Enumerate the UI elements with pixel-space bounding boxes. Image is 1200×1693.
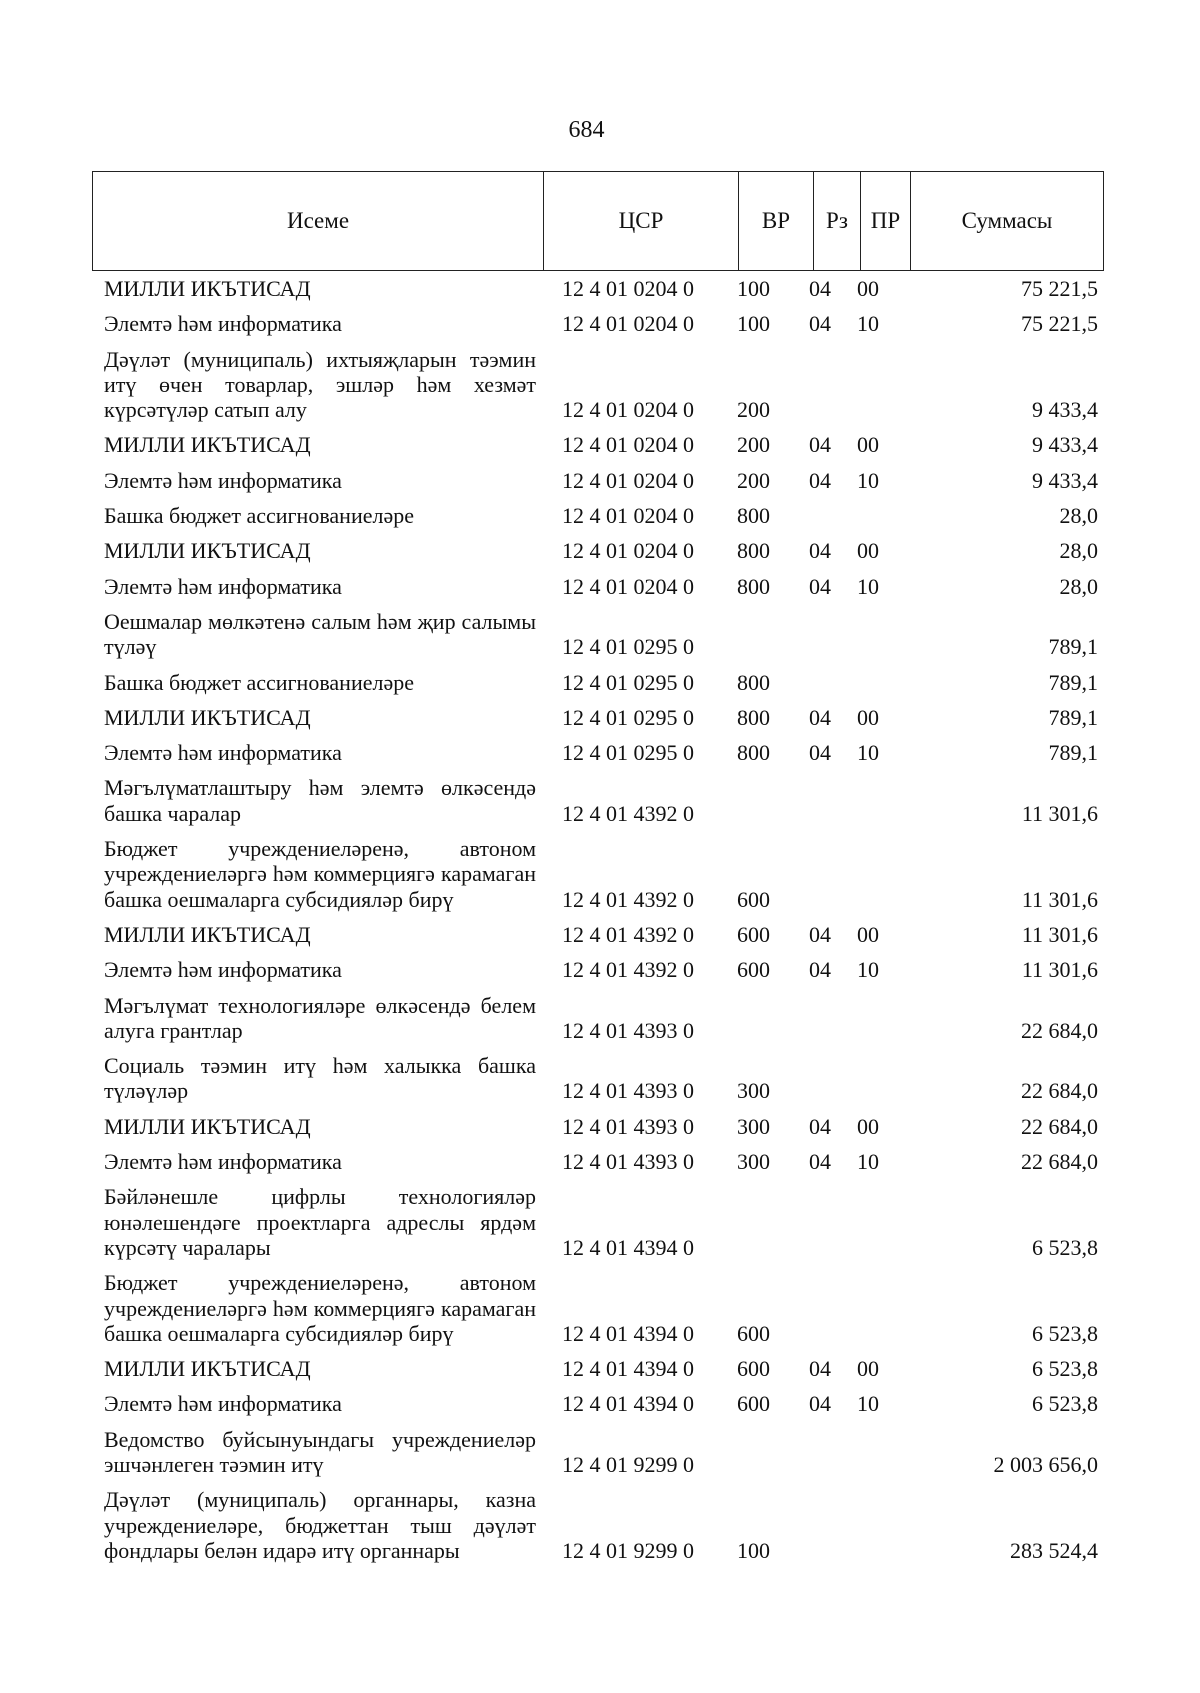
row-pr: 10 <box>857 1149 879 1175</box>
row-name: Элемтә һәм информатика <box>104 957 342 983</box>
row-vr: 800 <box>737 669 770 695</box>
row-sum: 9 433,4 <box>1032 467 1098 493</box>
row-sum: 22 684,0 <box>1021 1149 1098 1175</box>
row-vr: 600 <box>737 957 770 983</box>
row-csr: 12 4 01 4393 0 <box>562 1078 694 1104</box>
row-csr: 12 4 01 4394 0 <box>562 1356 694 1382</box>
table-row <box>104 1483 1104 1569</box>
row-sum: 2 003 656,0 <box>993 1451 1098 1477</box>
row-pr: 00 <box>857 1113 879 1139</box>
row-rz: 04 <box>809 432 831 458</box>
row-pr: 10 <box>857 1391 879 1417</box>
row-rz: 04 <box>809 704 831 730</box>
row-csr: 12 4 01 9299 0 <box>562 1451 694 1477</box>
row-sum: 6 523,8 <box>1032 1391 1098 1417</box>
row-rz: 04 <box>809 921 831 947</box>
table-row <box>104 570 1104 605</box>
row-csr: 12 4 01 0204 0 <box>562 573 694 599</box>
table-row <box>104 428 1104 463</box>
row-name: Социаль тәэмин итү һәм халыкка башка түләүләр <box>104 1053 536 1104</box>
table-header <box>92 171 1104 271</box>
row-name: МИЛЛИ ИКЪТИСАД <box>104 538 311 564</box>
row-sum: 9 433,4 <box>1032 397 1098 423</box>
table-row <box>104 1387 1104 1422</box>
row-name: МИЛЛИ ИКЪТИСАД <box>104 432 311 458</box>
row-csr: 12 4 01 0295 0 <box>562 669 694 695</box>
row-vr: 100 <box>737 311 770 337</box>
row-pr: 10 <box>857 957 879 983</box>
table-row <box>104 1180 1104 1266</box>
row-rz: 04 <box>809 311 831 337</box>
table-row <box>104 736 1104 771</box>
table-row <box>104 605 1104 666</box>
row-csr: 12 4 01 4392 0 <box>562 957 694 983</box>
row-name: Элемтә һәм информатика <box>104 467 342 493</box>
row-sum: 283 524,4 <box>1010 1537 1098 1563</box>
row-name: Ведомство буйсынуындагы учреждениеләр эшчәнлеген тәэмин итү <box>104 1426 536 1477</box>
row-name: Элемтә һәм информатика <box>104 1149 342 1175</box>
row-name: Башка бюджет ассигнованиеләре <box>104 503 414 529</box>
row-name: МИЛЛИ ИКЪТИСАД <box>104 1113 311 1139</box>
header-name: Исеме <box>93 172 544 270</box>
row-vr: 600 <box>737 921 770 947</box>
row-vr: 600 <box>737 1391 770 1417</box>
row-sum: 22 684,0 <box>1021 1113 1098 1139</box>
row-rz: 04 <box>809 573 831 599</box>
row-sum: 789,1 <box>1048 669 1098 695</box>
row-vr: 800 <box>737 503 770 529</box>
row-sum: 75 221,5 <box>1021 276 1098 301</box>
header-sum: Суммасы <box>961 207 1053 233</box>
page-number: 684 <box>568 117 605 143</box>
row-csr: 12 4 01 4392 0 <box>562 886 694 912</box>
row-rz: 04 <box>809 1391 831 1417</box>
row-vr: 100 <box>737 1537 770 1563</box>
row-name: Элемтә һәм информатика <box>104 573 342 599</box>
row-rz: 04 <box>809 1113 831 1139</box>
table-row <box>104 1145 1104 1180</box>
table-body <box>104 272 1104 1569</box>
row-rz: 04 <box>809 957 831 983</box>
row-rz: 04 <box>809 1149 831 1175</box>
row-sum: 11 301,6 <box>1021 957 1098 983</box>
row-name: МИЛЛИ ИКЪТИСАД <box>104 1356 311 1382</box>
row-name: МИЛЛИ ИКЪТИСАД <box>104 921 311 947</box>
row-csr: 12 4 01 9299 0 <box>562 1537 694 1563</box>
row-csr: 12 4 01 4393 0 <box>562 1017 694 1043</box>
table-row <box>104 771 1104 832</box>
row-csr: 12 4 01 0204 0 <box>562 432 694 458</box>
row-vr: 800 <box>737 740 770 766</box>
row-pr: 10 <box>857 311 879 337</box>
row-csr: 12 4 01 0204 0 <box>562 276 694 301</box>
row-sum: 28,0 <box>1059 503 1098 529</box>
table-row <box>104 272 1104 307</box>
row-name: Элемтә һәм информатика <box>104 311 342 337</box>
table-row <box>104 666 1104 701</box>
table-row <box>104 1049 1104 1110</box>
row-csr: 12 4 01 0204 0 <box>562 503 694 529</box>
row-vr: 300 <box>737 1113 770 1139</box>
row-csr: 12 4 01 4394 0 <box>562 1320 694 1346</box>
row-sum: 11 301,6 <box>1021 886 1098 912</box>
row-name: Элемтә һәм информатика <box>104 1391 342 1417</box>
row-csr: 12 4 01 0204 0 <box>562 467 694 493</box>
row-rz: 04 <box>809 538 831 564</box>
table-row <box>104 953 1104 988</box>
row-sum: 75 221,5 <box>1021 311 1098 337</box>
table-row <box>104 1352 1104 1387</box>
row-rz: 04 <box>809 467 831 493</box>
row-vr: 100 <box>737 276 770 301</box>
row-pr: 00 <box>857 276 879 301</box>
row-csr: 12 4 01 0295 0 <box>562 740 694 766</box>
row-csr: 12 4 01 0295 0 <box>562 634 694 660</box>
table-row <box>104 1266 1104 1352</box>
row-name: Дәүләт (муниципаль) органнары, казна учреждениеләре, бюджеттан тыш дәүләт фондлары белән идарә итү органнары <box>104 1487 536 1563</box>
row-sum: 22 684,0 <box>1021 1017 1098 1043</box>
row-name: Башка бюджет ассигнованиеләре <box>104 669 414 695</box>
row-csr: 12 4 01 0295 0 <box>562 704 694 730</box>
row-vr: 800 <box>737 538 770 564</box>
header-vr: ВР <box>739 172 814 270</box>
table-row <box>104 832 1104 918</box>
row-vr: 600 <box>737 1356 770 1382</box>
row-sum: 9 433,4 <box>1032 432 1098 458</box>
row-sum: 789,1 <box>1048 740 1098 766</box>
row-sum: 28,0 <box>1059 573 1098 599</box>
row-name: МИЛЛИ ИКЪТИСАД <box>104 276 311 301</box>
row-name: Бәйләнешле цифрлы технологияләр юнәлешендәге проектларга адреслы ярдәм күрсәтү чаралары <box>104 1184 536 1260</box>
table-row <box>104 307 1104 342</box>
row-csr: 12 4 01 4392 0 <box>562 800 694 826</box>
table-row <box>104 701 1104 736</box>
table-row <box>104 1110 1104 1145</box>
row-csr: 12 4 01 4393 0 <box>562 1149 694 1175</box>
row-pr: 10 <box>857 740 879 766</box>
row-vr: 300 <box>737 1149 770 1175</box>
row-pr: 00 <box>857 538 879 564</box>
row-csr: 12 4 01 0204 0 <box>562 538 694 564</box>
row-pr: 10 <box>857 467 879 493</box>
row-csr: 12 4 01 0204 0 <box>562 311 694 337</box>
row-csr: 12 4 01 4392 0 <box>562 921 694 947</box>
row-pr: 00 <box>857 432 879 458</box>
row-pr: 00 <box>857 704 879 730</box>
row-vr: 300 <box>737 1078 770 1104</box>
row-name: Элемтә һәм информатика <box>104 740 342 766</box>
header-rz: Рз <box>814 172 861 270</box>
row-rz: 04 <box>809 740 831 766</box>
row-vr: 200 <box>737 432 770 458</box>
row-pr: 00 <box>857 1356 879 1382</box>
row-sum: 6 523,8 <box>1032 1356 1098 1382</box>
table-row <box>104 499 1104 534</box>
row-vr: 800 <box>737 573 770 599</box>
row-vr: 600 <box>737 886 770 912</box>
row-sum: 789,1 <box>1048 704 1098 730</box>
row-csr: 12 4 01 4393 0 <box>562 1113 694 1139</box>
table-row <box>104 1423 1104 1484</box>
row-pr: 00 <box>857 921 879 947</box>
header-pr: ПР <box>861 172 911 270</box>
row-name: Мәгълүмат технологияләре өлкәсендә белем алуга грантлар <box>104 992 536 1043</box>
row-sum: 6 523,8 <box>1032 1234 1098 1260</box>
row-csr: 12 4 01 4394 0 <box>562 1391 694 1417</box>
row-name: Бюджет учреждениеләренә, автоном учреждениеләргә һәм коммерциягә карамаган башка оешмаларга субсидияләр бирү <box>104 1270 536 1346</box>
row-vr: 200 <box>737 467 770 493</box>
row-name: МИЛЛИ ИКЪТИСАД <box>104 704 311 730</box>
table-row <box>104 534 1104 569</box>
row-sum: 6 523,8 <box>1032 1320 1098 1346</box>
table-row <box>104 464 1104 499</box>
row-vr: 200 <box>737 397 770 423</box>
row-csr: 12 4 01 4394 0 <box>562 1234 694 1260</box>
row-name: Дәүләт (муниципаль) ихтыяҗларын тәэмин итү өчен товарлар, эшләр һәм хезмәт күрсәтүләр сатып алу <box>104 346 536 423</box>
table-row <box>104 989 1104 1050</box>
row-pr: 10 <box>857 573 879 599</box>
row-name: Мәгълүматлаштыру һәм элемтә өлкәсендә башка чаралар <box>104 775 536 826</box>
row-sum: 22 684,0 <box>1021 1078 1098 1104</box>
row-vr: 800 <box>737 704 770 730</box>
row-rz: 04 <box>809 276 831 301</box>
row-sum: 11 301,6 <box>1021 921 1098 947</box>
row-sum: 28,0 <box>1059 538 1098 564</box>
row-csr: 12 4 01 0204 0 <box>562 397 694 423</box>
row-name: Бюджет учреждениеләренә, автоном учреждениеләргә һәм коммерциягә карамаган башка оешмаларга субсидияләр бирү <box>104 836 536 912</box>
table-row <box>104 918 1104 953</box>
row-sum: 11 301,6 <box>1021 800 1098 826</box>
row-name: Оешмалар мөлкәтенә салым һәм җир салымы түләү <box>104 608 536 660</box>
row-sum: 789,1 <box>1048 634 1098 660</box>
row-rz: 04 <box>809 1356 831 1382</box>
header-csr: ЦСР <box>544 172 739 270</box>
table-row <box>104 343 1104 429</box>
row-vr: 600 <box>737 1320 770 1346</box>
